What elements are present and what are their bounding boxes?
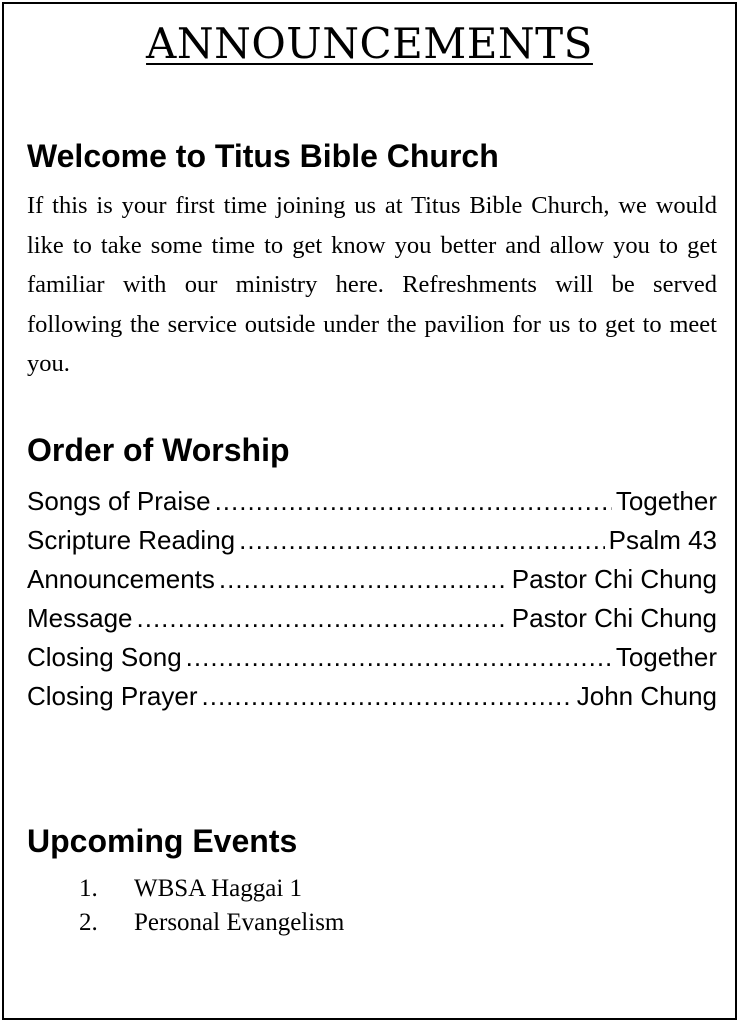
events-heading: Upcoming Events <box>27 823 298 859</box>
worship-row <box>27 521 717 560</box>
worship-leader: Pastor Chi Chung <box>511 603 717 633</box>
list-number: 1. <box>79 875 98 902</box>
worship-row <box>27 599 717 638</box>
worship-leader: Together <box>615 486 717 516</box>
upcoming-events-list <box>79 872 344 940</box>
worship-item: Announcements <box>27 564 215 594</box>
dot-leader <box>186 638 612 677</box>
page-title <box>4 18 735 70</box>
announcement-page <box>2 2 737 1020</box>
worship-leader: Together <box>615 642 717 672</box>
worship-item: Closing Prayer <box>27 681 198 711</box>
dot-leader <box>215 482 612 521</box>
worship-item: Closing Song <box>27 642 182 672</box>
list-item <box>79 872 344 906</box>
worship-row <box>27 638 717 677</box>
dot-leader <box>219 560 508 599</box>
dot-leader <box>137 599 508 638</box>
page-title-text: ANNOUNCEMENTS <box>146 19 593 68</box>
worship-item: Songs of Praise <box>27 486 211 516</box>
list-number: 2. <box>79 909 98 936</box>
worship-leader: John Chung <box>576 681 717 711</box>
worship-row <box>27 560 717 599</box>
worship-leader: Pastor Chi Chung <box>511 564 717 594</box>
list-item <box>79 906 344 940</box>
dot-leader <box>202 677 573 716</box>
order-of-worship-list <box>27 482 717 716</box>
worship-row <box>27 677 717 716</box>
worship-leader: Psalm 43 <box>608 525 717 555</box>
welcome-heading: Welcome to Titus Bible Church <box>27 138 499 174</box>
worship-item: Message <box>27 603 133 633</box>
event-label: WBSA Haggai 1 <box>134 875 303 902</box>
worship-row <box>27 482 717 521</box>
welcome-paragraph: If this is your first time joining us at Titus Bible Church, we would like to take some time to get know you better and allow you to get familiar with our ministry here. Refreshments will be served following the service outside under the pavilion for us to get to meet you. <box>27 192 717 377</box>
worship-item: Scripture Reading <box>27 525 236 555</box>
worship-heading: Order of Worship <box>27 432 290 468</box>
dot-leader <box>239 521 604 560</box>
event-label: Personal Evangelism <box>134 909 345 936</box>
